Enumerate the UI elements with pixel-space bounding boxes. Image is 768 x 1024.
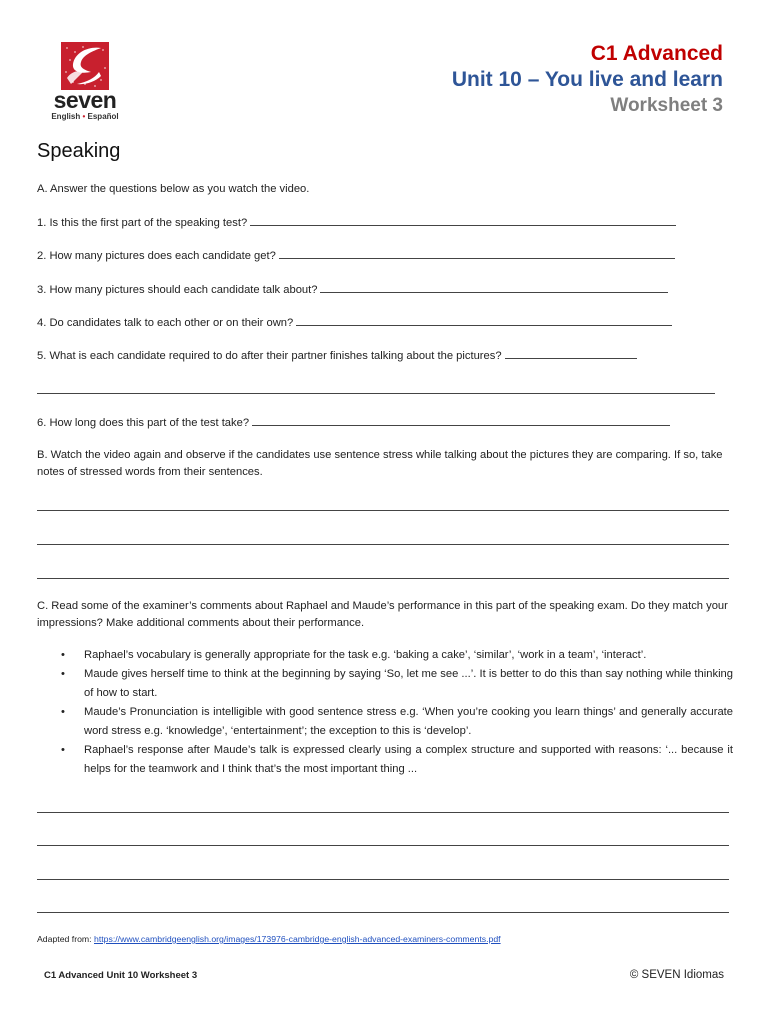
- logo-sub-english: English: [51, 112, 81, 121]
- comment-text: Maude gives herself time to think at the beginning by saying ‘So, let me see ...’. It is better to do this than say nothing while thinking of how to start.: [84, 668, 733, 699]
- part-c-instruction: C. Read some of the examiner’s comments about Raphael and Maude’s performance in this part of the speaking exam. Do they match your impressions? Make additional comments about their performance.: [37, 600, 728, 629]
- answer-line-6[interactable]: [252, 415, 670, 426]
- footer-copyright: © SEVEN Idiomas: [629, 969, 724, 981]
- question-5: [37, 348, 637, 363]
- answer-line-4[interactable]: [296, 315, 672, 326]
- footer-title: C1 Advanced Unit 10 Worksheet 3: [44, 970, 198, 981]
- question-4: [37, 315, 672, 330]
- notes-line-b1[interactable]: [37, 510, 729, 511]
- notes-line-b3[interactable]: [37, 578, 729, 579]
- question-1: [37, 215, 676, 230]
- answer-line-1[interactable]: [250, 215, 676, 226]
- source-prefix: Adapted from:: [37, 934, 92, 944]
- source-citation: [37, 934, 501, 944]
- notes-line-c2[interactable]: [37, 845, 729, 846]
- list-item: [37, 741, 733, 779]
- source-link[interactable]: https://www.cambridgeenglish.org/images/173976-cambridge-english-advanced-examiners-comments.pdf: [94, 934, 501, 944]
- examiner-comments-list: [37, 646, 733, 779]
- course-level: C1 Advanced: [590, 42, 723, 65]
- bullet-marker: •: [61, 706, 65, 718]
- bullet-marker: •: [61, 744, 65, 756]
- comment-text: Maude’s Pronunciation is intelligible with good sentence stress e.g. ‘When you’re cooking you learn things’ and generally accurate word stress e.g. ‘knowledge’, ‘entertainment’; the exception to this is ‘develop’.: [84, 706, 733, 737]
- notes-line-c4[interactable]: [37, 912, 729, 913]
- unit-title: Unit 10 – You live and learn: [451, 68, 723, 91]
- part-b-instruction: B. Watch the video again and observe if the candidates use sentence stress while talking about the pictures they are comparing. If so, take notes of stressed words from their sentences.: [37, 449, 723, 478]
- question-5-text: 5. What is each candidate required to do after their partner finishes talking about the pictures?: [37, 350, 502, 362]
- logo-subtitle: [39, 112, 131, 121]
- question-3-text: 3. How many pictures should each candidate talk about?: [37, 284, 318, 296]
- answer-line-2[interactable]: [279, 248, 675, 259]
- answer-line-5[interactable]: [505, 348, 637, 359]
- answer-line-3[interactable]: [320, 282, 668, 293]
- question-6: [37, 415, 670, 430]
- section-title: Speaking: [37, 140, 121, 162]
- comment-text: Raphael’s response after Maude’s talk is expressed clearly using a complex structure and supported with reasons: ‘... because it helps for the teamwork and I think that’s the most important thing ...: [84, 744, 733, 775]
- list-item: [37, 646, 733, 665]
- seven-logo-mark-icon: [61, 42, 109, 90]
- brand-logo: [39, 42, 131, 120]
- worksheet-number: Worksheet 3: [610, 95, 723, 116]
- list-item: [37, 703, 733, 741]
- question-3: [37, 282, 668, 297]
- logo-sub-espanol: Español: [87, 112, 119, 121]
- logo-sub-separator: •: [82, 112, 86, 121]
- notes-line-c1[interactable]: [37, 812, 729, 813]
- question-2: [37, 248, 675, 263]
- part-a-instruction: A. Answer the questions below as you watch the video.: [37, 183, 310, 195]
- question-6-text: 6. How long does this part of the test take?: [37, 417, 250, 429]
- logo-wordmark: seven: [53, 87, 117, 113]
- notes-line-b2[interactable]: [37, 544, 729, 545]
- question-4-text: 4. Do candidates talk to each other or on their own?: [37, 317, 294, 329]
- list-item: [37, 665, 733, 703]
- bullet-marker: •: [61, 668, 65, 680]
- question-1-text: 1. Is this the first part of the speaking test?: [37, 217, 248, 229]
- answer-line-5b[interactable]: [37, 393, 715, 394]
- comment-text: Raphael’s vocabulary is generally appropriate for the task e.g. ‘baking a cake’, ‘similar’, ‘work in a team’, ‘interact’.: [84, 649, 647, 661]
- notes-line-c3[interactable]: [37, 879, 729, 880]
- question-2-text: 2. How many pictures does each candidate get?: [37, 250, 276, 262]
- bullet-marker: •: [61, 649, 65, 661]
